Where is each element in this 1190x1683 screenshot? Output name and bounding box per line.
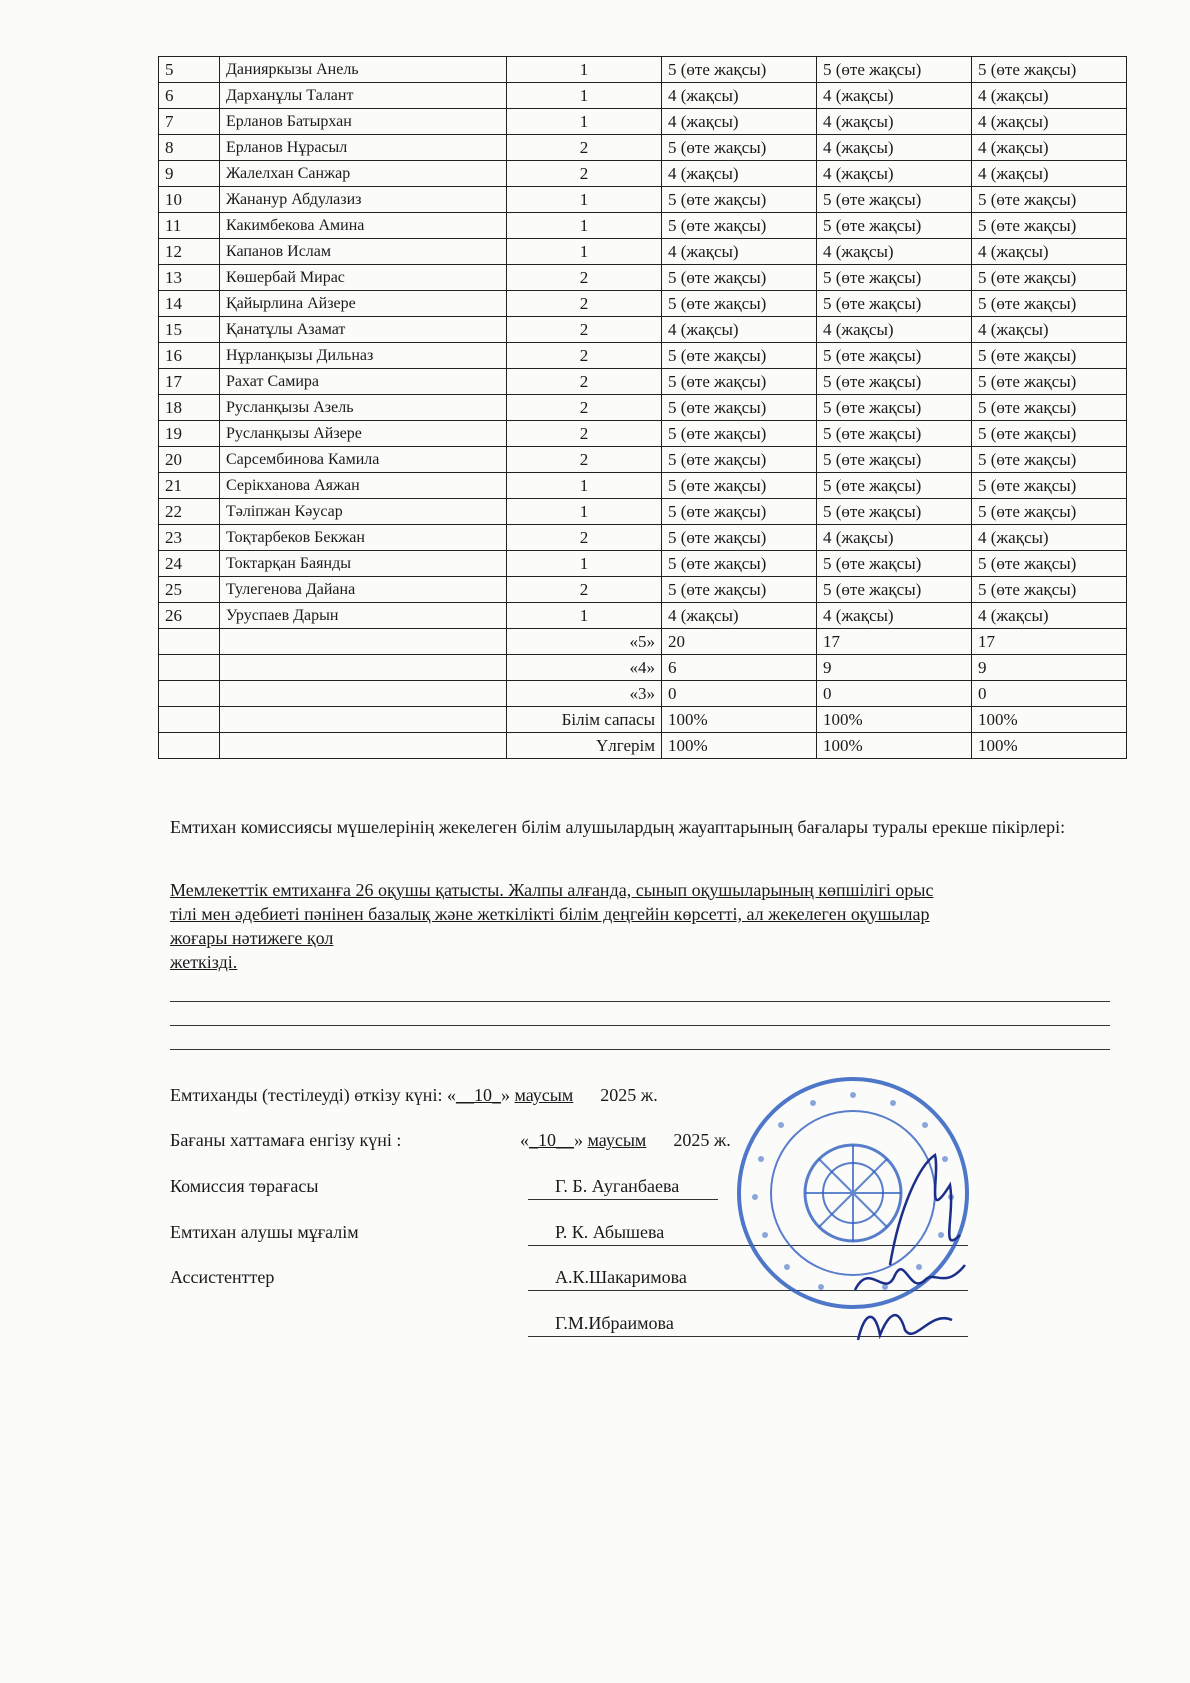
grade-cell: 5 (өте жақсы) xyxy=(972,551,1127,577)
student-name: Русланқызы Айзере xyxy=(220,421,507,447)
grade-cell: 4 (жақсы) xyxy=(662,161,817,187)
table-row xyxy=(159,525,1127,551)
summary-label: «3» xyxy=(507,681,662,707)
variant-number: 1 xyxy=(507,57,662,83)
grade-cell: 5 (өте жақсы) xyxy=(662,57,817,83)
grade-cell: 4 (жақсы) xyxy=(662,239,817,265)
student-name: Жанануp Абдулазиз xyxy=(220,187,507,213)
teacher-signature-row: Емтихан алушы мұғалім Р. К. Абышева xyxy=(170,1222,665,1242)
row-number: 19 xyxy=(159,421,220,447)
student-name: Тулегенова Дайана xyxy=(220,577,507,603)
grade-cell: 5 (өте жақсы) xyxy=(972,57,1127,83)
table-row xyxy=(159,577,1127,603)
special-opinions-heading: Емтихан комиссиясы мүшелерінің жекелеген білім алушылардың жауаптарының бағалары туралы ерекше пікірлері: xyxy=(170,817,1066,837)
summary-row xyxy=(159,681,1127,707)
table-row xyxy=(159,239,1127,265)
summary-value: 100% xyxy=(817,733,972,759)
table-row xyxy=(159,83,1127,109)
variant-number: 1 xyxy=(507,499,662,525)
student-name: Дарханұлы Талант xyxy=(220,83,507,109)
grade-cell: 5 (өте жақсы) xyxy=(817,343,972,369)
grade-cell: 4 (жақсы) xyxy=(972,317,1127,343)
table-row xyxy=(159,291,1127,317)
grade-cell: 5 (өте жақсы) xyxy=(662,265,817,291)
student-name: Серікханова Аяжан xyxy=(220,473,507,499)
assistants-signature-row: Ассистенттер А.К.Шакаримова xyxy=(170,1267,687,1287)
summary-row xyxy=(159,655,1127,681)
row-number: 10 xyxy=(159,187,220,213)
summary-value: 9 xyxy=(817,655,972,681)
table-row xyxy=(159,213,1127,239)
grade-cell: 4 (жақсы) xyxy=(817,525,972,551)
student-name: Ерланов Нұрасыл xyxy=(220,135,507,161)
grade-cell: 5 (өте жақсы) xyxy=(972,473,1127,499)
row-number: 5 xyxy=(159,57,220,83)
grade-cell: 5 (өте жақсы) xyxy=(817,291,972,317)
grade-cell: 4 (жақсы) xyxy=(972,161,1127,187)
grade-cell: 5 (өте жақсы) xyxy=(662,577,817,603)
table-row xyxy=(159,603,1127,629)
summary-value: 100% xyxy=(972,733,1127,759)
variant-number: 1 xyxy=(507,473,662,499)
variant-number: 1 xyxy=(507,187,662,213)
grade-cell: 5 (өте жақсы) xyxy=(662,525,817,551)
summary-value: 9 xyxy=(972,655,1127,681)
student-name: Русланқызы Азель xyxy=(220,395,507,421)
grade-cell: 5 (өте жақсы) xyxy=(972,343,1127,369)
summary-value: 100% xyxy=(662,707,817,733)
grade-cell: 5 (өте жақсы) xyxy=(662,473,817,499)
grades-table xyxy=(158,56,1127,759)
student-name: Ерланов Батырхан xyxy=(220,109,507,135)
summary-value: 17 xyxy=(972,629,1127,655)
student-name: Көшербай Мирас xyxy=(220,265,507,291)
variant-number: 2 xyxy=(507,395,662,421)
variant-number: 2 xyxy=(507,135,662,161)
row-number: 7 xyxy=(159,109,220,135)
grade-cell: 4 (жақсы) xyxy=(817,239,972,265)
grade-cell: 4 (жақсы) xyxy=(972,603,1127,629)
summary-label: Үлгерім xyxy=(507,733,662,759)
row-number: 12 xyxy=(159,239,220,265)
row-number: 9 xyxy=(159,161,220,187)
row-number: 14 xyxy=(159,291,220,317)
variant-number: 1 xyxy=(507,213,662,239)
table-row xyxy=(159,499,1127,525)
row-number: 23 xyxy=(159,525,220,551)
table-row xyxy=(159,369,1127,395)
grade-cell: 4 (жақсы) xyxy=(972,109,1127,135)
variant-number: 1 xyxy=(507,603,662,629)
summary-label: «5» xyxy=(507,629,662,655)
grade-cell: 5 (өте жақсы) xyxy=(817,447,972,473)
opinion-line: жоғары нәтижеге қол xyxy=(170,928,334,948)
grade-cell: 5 (өте жақсы) xyxy=(972,187,1127,213)
table-row xyxy=(159,421,1127,447)
variant-number: 1 xyxy=(507,83,662,109)
grade-cell: 5 (өте жақсы) xyxy=(817,213,972,239)
student-name: Қанатұлы Азамат xyxy=(220,317,507,343)
opinion-line: тілі мен әдебиеті пәнінен базалық және жеткілікті білім деңгейін көрсетті, ал жекелеген оқушылар xyxy=(170,904,930,924)
grade-cell: 5 (өте жақсы) xyxy=(972,577,1127,603)
student-name: Нұрланқызы Дильназ xyxy=(220,343,507,369)
variant-number: 2 xyxy=(507,525,662,551)
grade-cell: 5 (өте жақсы) xyxy=(972,421,1127,447)
student-name: Какимбекова Амина xyxy=(220,213,507,239)
student-name: Тәліпжан Кәусар xyxy=(220,499,507,525)
grade-cell: 5 (өте жақсы) xyxy=(972,499,1127,525)
row-number: 18 xyxy=(159,395,220,421)
student-name: Жалелхан Санжар xyxy=(220,161,507,187)
student-name: Қайырлина Айзере xyxy=(220,291,507,317)
grade-cell: 5 (өте жақсы) xyxy=(662,421,817,447)
table-row xyxy=(159,57,1127,83)
grade-cell: 5 (өте жақсы) xyxy=(817,421,972,447)
variant-number: 2 xyxy=(507,577,662,603)
grade-cell: 5 (өте жақсы) xyxy=(972,265,1127,291)
grade-cell: 5 (өте жақсы) xyxy=(817,551,972,577)
table-row xyxy=(159,265,1127,291)
summary-value: 0 xyxy=(817,681,972,707)
summary-value: 20 xyxy=(662,629,817,655)
variant-number: 1 xyxy=(507,239,662,265)
summary-value: 0 xyxy=(972,681,1127,707)
variant-number: 2 xyxy=(507,447,662,473)
row-number: 24 xyxy=(159,551,220,577)
blank-line xyxy=(170,1025,1110,1026)
grade-cell: 5 (өте жақсы) xyxy=(972,291,1127,317)
grade-cell: 5 (өте жақсы) xyxy=(817,265,972,291)
summary-label: «4» xyxy=(507,655,662,681)
grade-cell: 5 (өте жақсы) xyxy=(972,213,1127,239)
student-name: Уруспаев Дарын xyxy=(220,603,507,629)
student-name: Данияркызы Анель xyxy=(220,57,507,83)
row-number: 16 xyxy=(159,343,220,369)
variant-number: 2 xyxy=(507,265,662,291)
summary-row xyxy=(159,733,1127,759)
grade-cell: 5 (өте жақсы) xyxy=(817,187,972,213)
grade-cell: 4 (жақсы) xyxy=(817,83,972,109)
variant-number: 1 xyxy=(507,109,662,135)
grade-cell: 4 (жақсы) xyxy=(662,603,817,629)
table-row xyxy=(159,317,1127,343)
table-row xyxy=(159,343,1127,369)
summary-value: 100% xyxy=(817,707,972,733)
grade-cell: 4 (жақсы) xyxy=(817,317,972,343)
grade-cell: 5 (өте жақсы) xyxy=(817,577,972,603)
grade-cell: 5 (өте жақсы) xyxy=(972,369,1127,395)
grade-cell: 5 (өте жақсы) xyxy=(662,499,817,525)
table-row xyxy=(159,551,1127,577)
table-row xyxy=(159,447,1127,473)
summary-value: 17 xyxy=(817,629,972,655)
variant-number: 1 xyxy=(507,551,662,577)
blank-line xyxy=(170,1049,1110,1050)
row-number: 25 xyxy=(159,577,220,603)
opinion-line: Мемлекеттік емтиханға 26 оқушы қатысты. Жалпы алғанда, сынып оқушыларының көпшілігі орыс xyxy=(170,880,934,900)
grade-cell: 4 (жақсы) xyxy=(972,239,1127,265)
assistant-signature-row: Г.М.Ибраимова xyxy=(555,1313,674,1333)
variant-number: 2 xyxy=(507,421,662,447)
table-row xyxy=(159,187,1127,213)
assistant-signature xyxy=(850,1255,970,1305)
row-number: 13 xyxy=(159,265,220,291)
grade-cell: 5 (өте жақсы) xyxy=(662,291,817,317)
table-row xyxy=(159,135,1127,161)
variant-number: 2 xyxy=(507,291,662,317)
grade-cell: 4 (жақсы) xyxy=(972,135,1127,161)
grade-cell: 5 (өте жақсы) xyxy=(662,343,817,369)
grade-cell: 5 (өте жақсы) xyxy=(972,395,1127,421)
blank-line xyxy=(170,1001,1110,1002)
exam-date: Емтиханды (тестілеуді) өткізу күні: «__10_» маусым 2025 ж. xyxy=(170,1085,658,1105)
grade-cell: 5 (өте жақсы) xyxy=(817,499,972,525)
row-number: 17 xyxy=(159,369,220,395)
grade-cell: 4 (жақсы) xyxy=(972,83,1127,109)
table-row xyxy=(159,109,1127,135)
row-number: 22 xyxy=(159,499,220,525)
grade-cell: 4 (жақсы) xyxy=(662,83,817,109)
summary-value: 100% xyxy=(972,707,1127,733)
grade-cell: 5 (өте жақсы) xyxy=(662,447,817,473)
grade-cell: 5 (өте жақсы) xyxy=(817,395,972,421)
grade-cell: 4 (жақсы) xyxy=(817,603,972,629)
student-name: Сарсембинова Камила xyxy=(220,447,507,473)
opinion-line: жеткізді. xyxy=(170,952,238,972)
grade-cell: 5 (өте жақсы) xyxy=(817,473,972,499)
row-number: 8 xyxy=(159,135,220,161)
student-name: Тоқтарбеков Бекжан xyxy=(220,525,507,551)
student-name: Токтарқан Баянды xyxy=(220,551,507,577)
variant-number: 2 xyxy=(507,317,662,343)
variant-number: 2 xyxy=(507,161,662,187)
row-number: 26 xyxy=(159,603,220,629)
special-opinions-text xyxy=(170,878,1110,974)
grade-cell: 5 (өте жақсы) xyxy=(662,551,817,577)
grade-cell: 5 (өте жақсы) xyxy=(662,369,817,395)
assistant-signature xyxy=(850,1300,960,1350)
summary-value: 6 xyxy=(662,655,817,681)
student-name: Рахат Самира xyxy=(220,369,507,395)
grade-cell: 4 (жақсы) xyxy=(662,109,817,135)
grade-cell: 5 (өте жақсы) xyxy=(662,213,817,239)
summary-value: 100% xyxy=(662,733,817,759)
grade-cell: 5 (өте жақсы) xyxy=(817,57,972,83)
table-row xyxy=(159,395,1127,421)
grade-cell: 4 (жақсы) xyxy=(817,135,972,161)
table-row xyxy=(159,473,1127,499)
row-number: 6 xyxy=(159,83,220,109)
grade-cell: 5 (өте жақсы) xyxy=(662,395,817,421)
summary-row xyxy=(159,629,1127,655)
entry-date: Бағаны хаттамаға енгізу күні : «_10__» маусым 2025 ж. xyxy=(170,1130,731,1150)
grade-cell: 4 (жақсы) xyxy=(972,525,1127,551)
row-number: 15 xyxy=(159,317,220,343)
grade-cell: 4 (жақсы) xyxy=(817,109,972,135)
row-number: 11 xyxy=(159,213,220,239)
student-name: Капанов Ислам xyxy=(220,239,507,265)
summary-label: Білім сапасы xyxy=(507,707,662,733)
summary-row xyxy=(159,707,1127,733)
grade-cell: 4 (жақсы) xyxy=(662,317,817,343)
grade-cell: 5 (өте жақсы) xyxy=(972,447,1127,473)
grade-cell: 5 (өте жақсы) xyxy=(662,187,817,213)
grade-cell: 5 (өте жақсы) xyxy=(817,369,972,395)
summary-value: 0 xyxy=(662,681,817,707)
row-number: 21 xyxy=(159,473,220,499)
chair-signature-row: Комиссия төрағасы Г. Б. Ауганбаева xyxy=(170,1176,680,1196)
row-number: 20 xyxy=(159,447,220,473)
variant-number: 2 xyxy=(507,369,662,395)
variant-number: 2 xyxy=(507,343,662,369)
grade-cell: 5 (өте жақсы) xyxy=(662,135,817,161)
grade-cell: 4 (жақсы) xyxy=(817,161,972,187)
table-row xyxy=(159,161,1127,187)
